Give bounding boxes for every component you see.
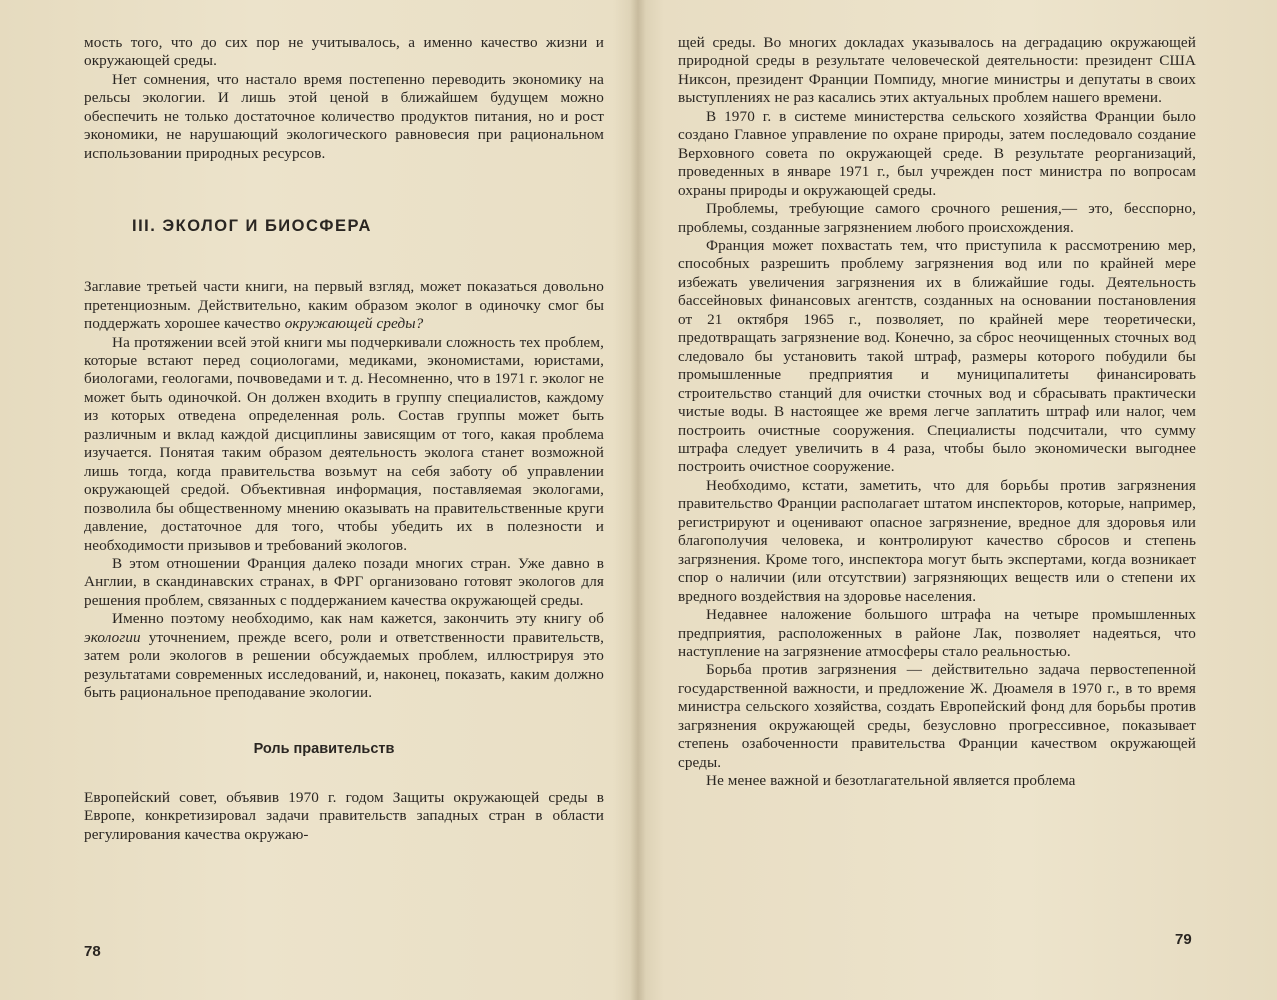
paragraph: Недавнее наложение большого штрафа на четыре промышленных предприятия, расположенных в районе Лак, позволяет надеяться, что наступление на загрязнение атмосферы стало реальностью. — [678, 606, 1196, 660]
right-page-text-column — [678, 34, 1196, 791]
subsection-title: Роль правительств — [253, 740, 395, 757]
paragraph-text: Именно поэтому необходимо, как нам кажется, закончить эту книгу об — [112, 610, 604, 628]
paragraph-text: уточнением, прежде всего, роли и ответственности правительств, затем роли экологов в решении обсуждаемых проблем, иллюстрируя это результатами современных исследований, и, наконец, показать, каким должно быть рациональное преподавание экологии. — [84, 628, 604, 702]
paragraph: мость того, что до сих пор не учитывалось, а именно качество жизни и окружающей среды. — [84, 34, 604, 70]
page-number: 79 — [1175, 931, 1192, 948]
page-number: 78 — [84, 943, 101, 960]
paragraph — [84, 278, 604, 333]
paragraph-emphasis: окружающей среды? — [284, 315, 424, 333]
paragraph: Франция может похвастать тем, что приступила к рассмотрению мер, способных разрешить проблему загрязнения вод или по крайней мере избежать увеличения загрязнения их в ближайшие годы. Деятельность бассейновых финансовых агентств, созданных на основании постановления от 21 октября 1965 г., позволяет, по крайней мере теоретически, предотвращать загрязнение вод. Конечно, за сброс неочищенных сточных вод следовало бы установить такой штраф, размеры которого побудили бы промышленные предприятия и муниципалитеты финансировать строительство станций для очистки сточных вод и сбрасывать практически чистые воды. В настоящее же время легче заплатить штраф или налог, чем построить очистные сооружения. Специалисты подсчитали, что сумму штрафа следует увеличить в 4 раза, чтобы было экономически выгоднее построить очистное сооружение. — [678, 236, 1196, 476]
paragraph — [84, 610, 604, 702]
paragraph: В этом отношении Франция далеко позади многих стран. Уже давно в Англии, в скандинавских странах, в ФРГ организовано готовят экологов для решения проблем, связанных с поддержанием качества окружающей среды. — [84, 554, 604, 609]
paragraph: Не менее важной и безотлагательной является проблема — [706, 772, 1076, 790]
paragraph: В 1970 г. в системе министерства сельского хозяйства Франции было создано Главное управление по охране природы, затем последовало создание Верховного совета по окружающей среде. В результате реорганизаций, проведенных в январе 1971 г., был учрежден пост министра по вопросам охраны природы и окружающей среды. — [678, 107, 1196, 199]
paragraph: щей среды. Во многих докладах указывалось на деградацию окружающей природной среды в результате человеческой деятельности: президент США Никсон, президент Франции Помпиду, многие министры и депутаты в своих выступлениях не раз касались этих актуальных проблем нашего времени. — [678, 34, 1196, 107]
paragraph: Борьба против загрязнения — действительно задача первостепенной государственной важности, и предложение Ж. Дюамеля в 1970 г., в то время министра сельского хозяйства, создать Европейский фонд для борьбы против загрязнения окружающей среды, безусловно прогрессивное, показывает степень озабоченности правительства Франции качеством окружающей среды. — [678, 661, 1196, 771]
paragraph-emphasis: экологии — [84, 628, 141, 646]
left-page — [0, 0, 638, 1000]
paragraph-text: Заглавие третьей части книги, на первый взгляд, может показаться довольно претенциозным. Действительно, каким образом эколог в одиночку смог бы поддержать хорошее качество — [84, 278, 604, 333]
section-title: III. ЭКОЛОГ И БИОСФЕРА — [132, 217, 372, 236]
paragraph: На протяжении всей этой книги мы подчеркивали сложность тех проблем, которые встают перед социологами, медиками, экономистами, юристами, биологами, геологами, почвоведами и т. д. Несомненно, что в 1971 г. эколог не может быть одиночкой. Он должен входить в группу специалистов, каждому из которых отведена определенная роль. Состав группы может быть различным и вклад каждой дисциплины зависящим от того, какая проблема изучается. Понятая таким образом деятельность эколога станет возможной лишь тогда, когда правительства возьмут на себя заботу об управлении окружающей средой. Объективная информация, поставляемая экологами, позволила бы общественному мнению оказывать на правительственные круги давление, достаточное для того, чтобы убедить их в полезности и необходимости призывов и требований экологов. — [84, 333, 604, 554]
paragraph: Европейский совет, объявив 1970 г. годом Защиты окружающей среды в Европе, конкретизировал задачи правительств западных стран в области регулирования качества окружаю- — [84, 788, 604, 843]
left-page-text-column — [84, 34, 604, 844]
paragraph: Проблемы, требующие самого срочного решения,— это, бесспорно, проблемы, созданные загрязнением любого происхождения. — [678, 200, 1196, 236]
paragraph: Необходимо, кстати, заметить, что для борьбы против загрязнения правительство Франции располагает штатом инспекторов, которые, например, регистрируют и оценивают опасное загрязнение, вредное для здоровья или благополучия человека, и контролируют качество сбросов и степень загрязнения. Кроме того, инспектора могут быть экспертами, когда возникает спор о наличии (или отсутствии) загрязняющих веществ или о степени их вредного воздействия на здоровье населения. — [678, 476, 1196, 605]
paragraph: Нет сомнения, что настало время постепенно переводить экономику на рельсы экологии. И лишь этой ценой в ближайшем будущем можно обеспечить не только достаточное количество продуктов питания, но и рост экономики, не нарушающий экологического равновесия при рациональном использовании природных ресурсов. — [84, 70, 604, 162]
